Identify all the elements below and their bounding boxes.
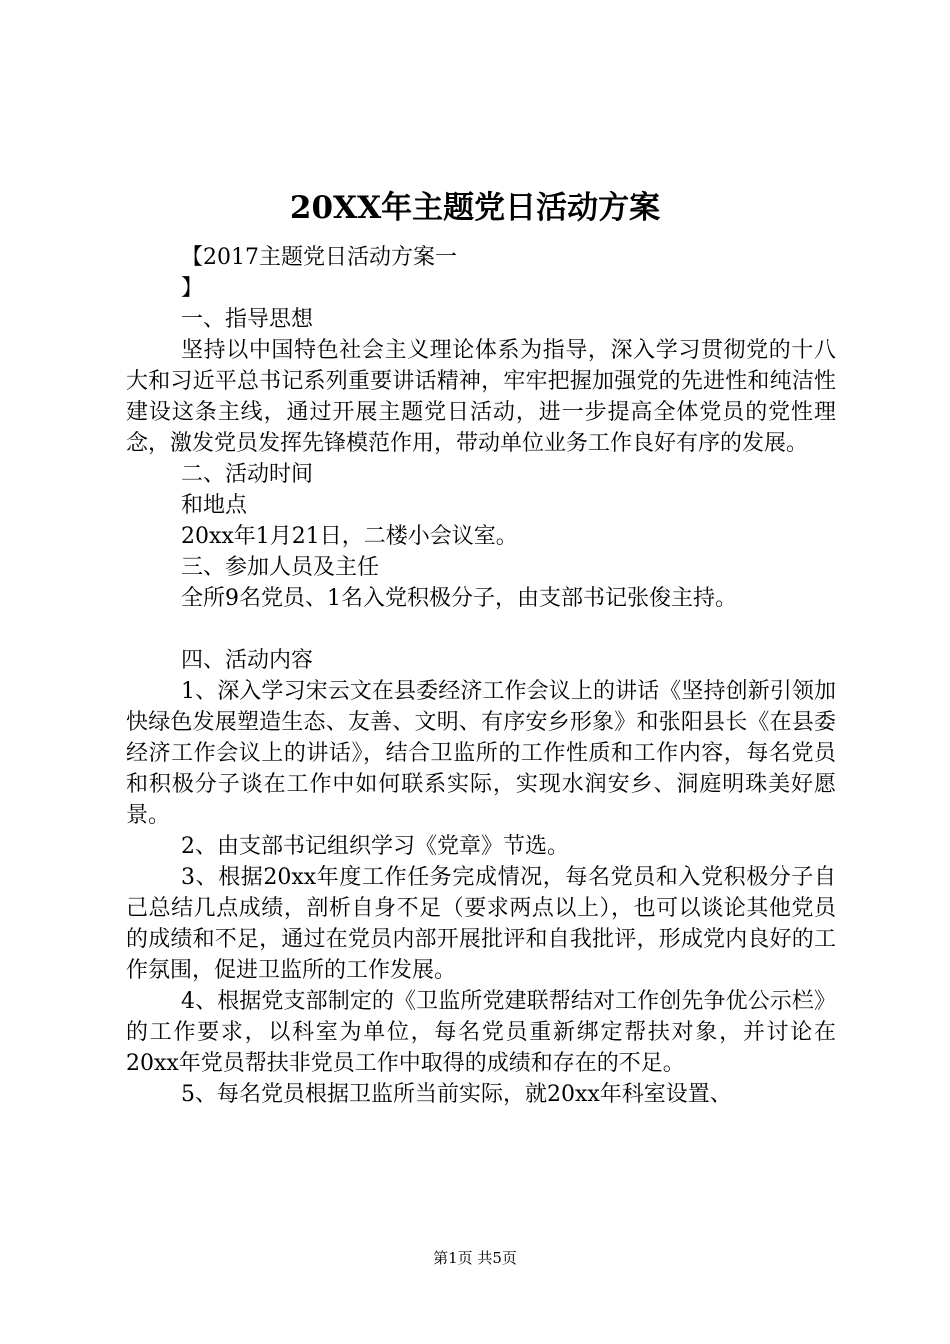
paragraph-participants: 全所9名党员、1名入党积极分子，由支部书记张俊主持。 [181, 586, 737, 611]
section-heading-guiding-thought: 一、指导思想 [181, 307, 314, 332]
paragraph-item-4: 4、根据党支部制定的《卫监所党建联帮结对工作创先争优公示栏》的工作要求，以科室为单位，每名党员重新绑定帮扶对象，并讨论在20xx年党员帮扶非党员工作中取得的成绩和存在的不足。 [126, 989, 836, 1076]
section-heading-activity-content: 四、活动内容 [181, 648, 314, 673]
section-heading-activity-time: 二、活动时间 [181, 462, 314, 487]
paragraph-item-2: 2、由支部书记组织学习《党章》节选。 [181, 834, 569, 859]
section-heading-participants: 三、参加人员及主任 [181, 555, 380, 580]
paragraph-guiding-thought: 坚持以中国特色社会主义理论体系为指导，深入学习贯彻党的十八大和习近平总书记系列重要讲话精神，牢牢把握加强党的先进性和纯洁性建设这条主线，通过开展主题党日活动，进一步提高全体党员的党性理念，激发党员发挥先锋模范作用，带动单位业务工作良好有序的发展。 [126, 338, 836, 456]
document-title: 20XX年主题党日活动方案 [289, 190, 661, 226]
document-body [126, 242, 836, 1110]
section-heading-location: 和地点 [181, 493, 248, 518]
subtitle-line-2: 】 [181, 276, 204, 301]
paragraph-item-3: 3、根据20xx年度工作任务完成情况，每名党员和入党积极分子自己总结几点成绩，剖析自身不足（要求两点以上），也可以谈论其他党员的成绩和不足，通过在党员内部开展批评和自我批评，形成党内良好的工作氛围，促进卫监所的工作发展。 [126, 865, 836, 983]
paragraph-item-5: 5、每名党员根据卫监所当前实际，就20xx年科室设置、 [181, 1082, 732, 1107]
paragraph-item-1: 1、深入学习宋云文在县委经济工作会议上的讲话《坚持创新引领加快绿色发展塑造生态、友善、文明、有序安乡形象》和张阳县长《在县委经济工作会议上的讲话》，结合卫监所的工作性质和工作内容，每名党员和积极分子谈在工作中如何联系实际，实现水润安乡、洞庭明珠美好愿景。 [126, 679, 836, 828]
paragraph-time-location: 20xx年1月21日，二楼小会议室。 [181, 524, 518, 549]
page-number-footer: 第1页 共5页 [433, 1249, 517, 1267]
subtitle-line-1: 【2017主题党日活动方案一 [181, 245, 457, 270]
blank-line [126, 614, 836, 645]
